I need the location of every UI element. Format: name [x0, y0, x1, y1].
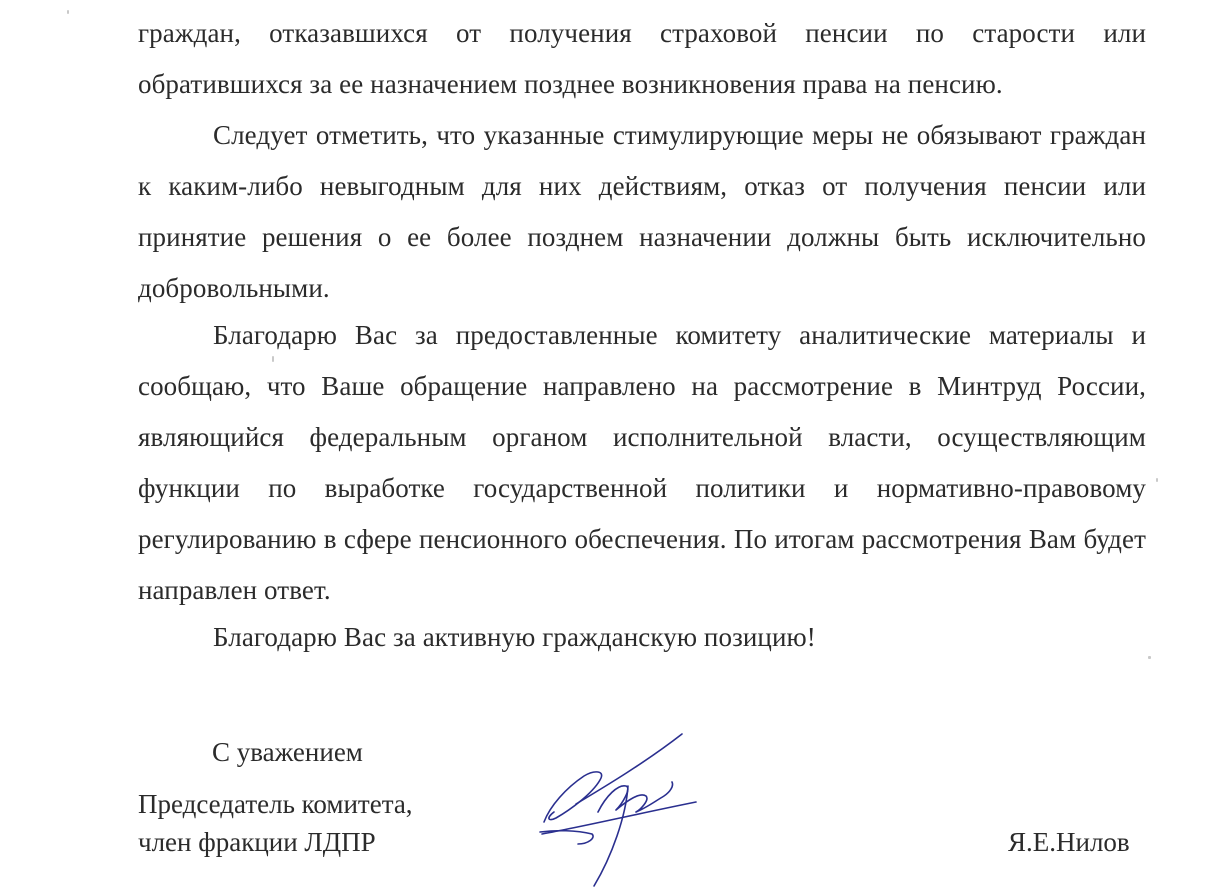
scan-artifact [1156, 478, 1158, 482]
signatory-title-line-2: член фракции ЛДПР [138, 827, 376, 857]
scan-artifact [1148, 656, 1151, 659]
handwritten-signature-icon [536, 726, 706, 889]
signatory-title [138, 785, 413, 861]
paragraph-1: граждан, отказавшихся от получения страховой пенсии по старости или обратившихся за ее назначением позднее возникновения права на пенсию. [138, 18, 1146, 99]
closing-salutation: С уважением [212, 737, 363, 767]
paragraph-2: Следует отметить, что указанные стимулирующие меры не обязывают граждан к каким-либо невыгодным для них действиям, отказ от получения пенсии или принятие решения о ее более позднем назначении должны быть исключительно добровольными. [138, 120, 1146, 303]
scan-artifact [272, 356, 274, 362]
signatory-title-line-1: Председатель комитета, [138, 789, 413, 819]
paragraph-3: Благодарю Вас за предоставленные комитету аналитические материалы и сообщаю, что Ваше обращение направлено на рассмотрение в Минтруд России, являющийся федеральным органом исполнительной власти, осуществляющим функции по выработке государственной политики и нормативно-правовому регулированию в сфере пенсионного обеспечения. По итогам рассмотрения Вам будет направлен ответ. [138, 320, 1146, 605]
signatory-name: Я.Е.Нилов [1008, 827, 1130, 857]
paragraph-4: Благодарю Вас за активную гражданскую позицию! [213, 622, 816, 652]
scan-artifact [67, 10, 69, 14]
